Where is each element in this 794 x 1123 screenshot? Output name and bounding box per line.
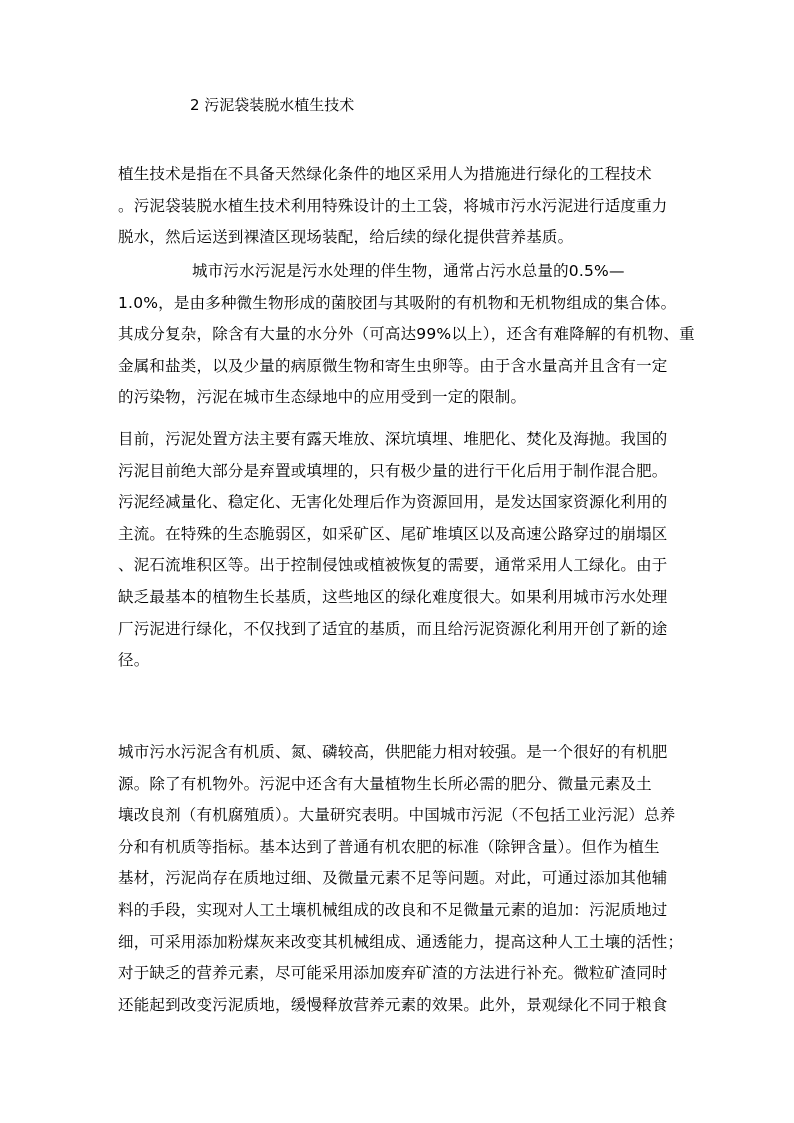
text-line: 金属和盐类，以及少量的病原微生物和寄生虫卵等。由于含水量高并且含有一定 xyxy=(118,356,668,375)
text-line: 源。除了有机物外。污泥中还含有大量植物生长所必需的肥分、微量元素及土 xyxy=(118,774,652,793)
paragraph-2 xyxy=(118,256,695,414)
text-line: 污泥经减量化、稳定化、无害化处理后作为资源回用，是发达国家资源化利用的 xyxy=(118,493,668,512)
text-line: 的污染物，污泥在城市生态绿地中的应用受到一定的限制。 xyxy=(118,388,527,407)
text-line: 、泥石流堆积区等。出于控制侵蚀或植被恢复的需要，通常采用人工绿化。由于 xyxy=(118,556,668,575)
text-line: 目前，污泥处置方法主要有露天堆放、深坑填埋、堆肥化、焚化及海抛。我国的 xyxy=(118,430,668,448)
text-line: 缺乏最基本的植物生长基质，这些地区的绿化难度很大。如果利用城市污水处理 xyxy=(118,587,668,606)
text-line: 径。 xyxy=(118,651,150,670)
paragraph-4 xyxy=(118,737,684,1021)
section-heading: 2 污泥袋装脱水植生技术 xyxy=(190,96,355,114)
paragraph-3 xyxy=(118,424,678,677)
text-line: 厂污泥进行绿化，不仅找到了适宜的基质，而且给污泥资源化利用开创了新的途 xyxy=(118,619,668,638)
text-line: 其成分复杂，除含有大量的水分外（可高达99%以上），还含有难降解的有机物、重 xyxy=(118,325,695,344)
text-line: 基材，污泥尚存在质地过细、及微量元素不足等问题。对此，可通过添加其他辅 xyxy=(118,869,668,888)
text-line: 还能起到改变污泥质地，缓慢释放营养元素的效果。此外，景观绿化不同于粮食 xyxy=(118,995,668,1014)
text-line: 对于缺乏的营养元素，尽可能采用添加废弃矿渣的方法进行补充。微粒矿渣同时 xyxy=(118,964,668,983)
text-line: 植生技术是指在不具备天然绿化条件的地区采用人为措施进行绿化的工程技术 xyxy=(118,165,652,183)
text-line: 主流。在特殊的生态脆弱区，如采矿区、尾矿堆填区以及高速公路穿过的崩塌区 xyxy=(118,524,668,543)
text-line: 城市污水污泥是污水处理的伴生物，通常占污水总量的0.5%— xyxy=(192,262,625,280)
paragraph-1 xyxy=(118,159,678,254)
text-line: 细，可采用添加粉煤灰来改变其机械组成、通透能力，提高这种人工土壤的活性； xyxy=(118,932,684,951)
text-line: 。污泥袋装脱水植生技术利用特殊设计的土工袋，将城市污水污泥进行适度重力 xyxy=(118,196,668,215)
text-line: 壤改良剂（有机腐殖质）。大量研究表明。中国城市污泥（不包括工业污泥）总养 xyxy=(118,806,676,825)
text-line: 污泥目前绝大部分是弃置或填埋的，只有极少量的进行干化后用于制作混合肥。 xyxy=(118,461,668,480)
text-line: 城市污水污泥含有机质、氮、磷较高，供肥能力相对较强。是一个很好的有机肥 xyxy=(118,743,668,761)
text-line: 脱水，然后运送到裸渣区现场装配，给后续的绿化提供营养基质。 xyxy=(118,228,574,247)
text-line: 1.0%，是由多种微生物形成的菌胶团与其吸附的有机物和无机物组成的集合体。 xyxy=(118,293,677,312)
text-line: 分和有机质等指标。基本达到了普通有机农肥的标准（除钾含量）。但作为植生 xyxy=(118,837,660,856)
text-line: 料的手段，实现对人工土壤机械组成的改良和不足微量元素的追加：污泥质地过 xyxy=(118,900,668,919)
